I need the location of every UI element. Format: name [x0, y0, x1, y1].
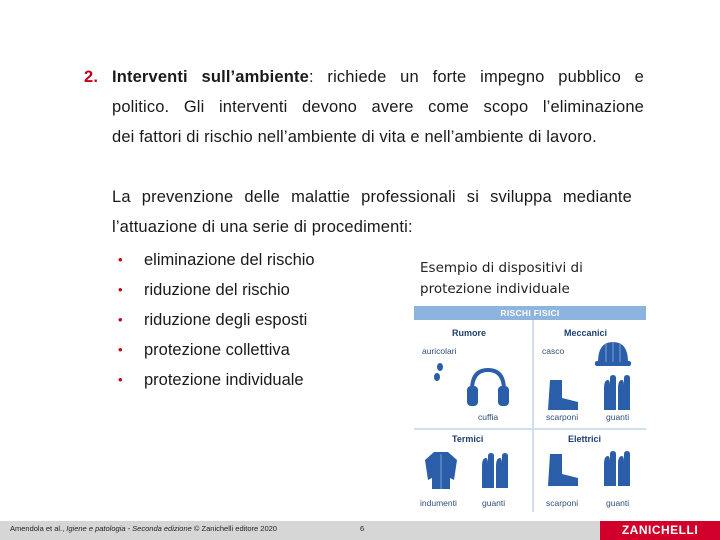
intro-line-1: La prevenzione delle malattie professionali si sviluppa mediante: [112, 188, 632, 206]
cell-title: Rumore: [452, 328, 487, 338]
point-line-3: dei fattori di rischio nell’ambiente di vita e nell’ambiente di lavoro.: [112, 128, 597, 146]
jacket-icon: [424, 450, 458, 490]
bullet-icon: •: [118, 372, 123, 387]
figure-header: RISCHI FISICI: [414, 306, 646, 320]
cell-rumore: [414, 320, 532, 428]
caption-line-2: protezione individuale: [420, 281, 570, 297]
cell-label: scarponi: [546, 498, 579, 508]
bullet-icon: •: [118, 312, 123, 327]
gloves-icon: [478, 452, 512, 490]
cell-elettrici: [534, 430, 646, 512]
list-item-label: protezione collettiva: [144, 341, 290, 359]
figure-grid: [414, 320, 646, 512]
caption-line-1: Esempio di dispositivi di: [420, 260, 583, 276]
gloves-icon: [600, 450, 634, 488]
cell-label: auricolari: [422, 346, 457, 356]
cell-label: guanti: [606, 498, 630, 508]
list-item-label: protezione individuale: [144, 371, 304, 389]
boots-icon: [544, 378, 582, 412]
procedures-list: [118, 245, 315, 395]
point-line-1-rest: : richiede un forte impegno pubblico e: [308, 68, 644, 86]
bullet-icon: •: [118, 282, 123, 297]
cell-label: guanti: [482, 498, 506, 508]
cell-label: cuffia: [478, 412, 499, 422]
cell-termici: [414, 430, 532, 512]
point-title: Interventi sull’ambiente: [112, 68, 309, 86]
bullet-icon: •: [118, 252, 123, 267]
helmet-icon: [594, 338, 632, 370]
point-line-1: [84, 62, 644, 92]
intro-paragraph: [112, 182, 632, 242]
cell-label: scarponi: [546, 412, 579, 422]
list-item: [118, 275, 315, 305]
page-number: 6: [360, 524, 365, 533]
list-item: [118, 305, 315, 335]
list-item-label: riduzione del rischio: [144, 281, 290, 299]
point-line-2: politico. Gli interventi devono avere come scopo l’eliminazione: [112, 98, 644, 116]
cell-title: Elettrici: [568, 434, 602, 444]
list-item-label: riduzione degli esposti: [144, 311, 308, 329]
cell-title: Meccanici: [564, 328, 608, 338]
earmuffs-icon: [466, 368, 510, 408]
footer-publisher: © Zanichelli editore 2020: [193, 524, 277, 533]
list-item: [118, 245, 315, 275]
list-item: [118, 335, 315, 365]
ppe-figure: [414, 306, 646, 512]
intro-line-2: l’attuazione di una serie di procedimenti:: [112, 218, 413, 236]
cell-label: casco: [542, 346, 565, 356]
cell-label: guanti: [606, 412, 630, 422]
bullet-icon: •: [118, 342, 123, 357]
point-2-block: [84, 62, 644, 152]
footer-authors: Amendola et al.,: [10, 524, 65, 533]
zanichelli-logo: ZANICHELLI: [600, 521, 720, 540]
footer-citation: [10, 524, 277, 533]
cell-label: indumenti: [420, 498, 457, 508]
point-number: 2.: [84, 68, 99, 86]
list-item: [118, 365, 315, 395]
earplugs-icon: [432, 362, 452, 384]
footer-book-title: Igiene e patologia - Seconda edizione: [66, 524, 192, 533]
cell-meccanici: [534, 320, 646, 428]
figure-caption: [420, 258, 630, 300]
boots-icon: [544, 452, 582, 488]
cell-title: Termici: [452, 434, 484, 444]
list-item-label: eliminazione del rischio: [144, 251, 315, 269]
gloves-icon: [600, 374, 634, 412]
